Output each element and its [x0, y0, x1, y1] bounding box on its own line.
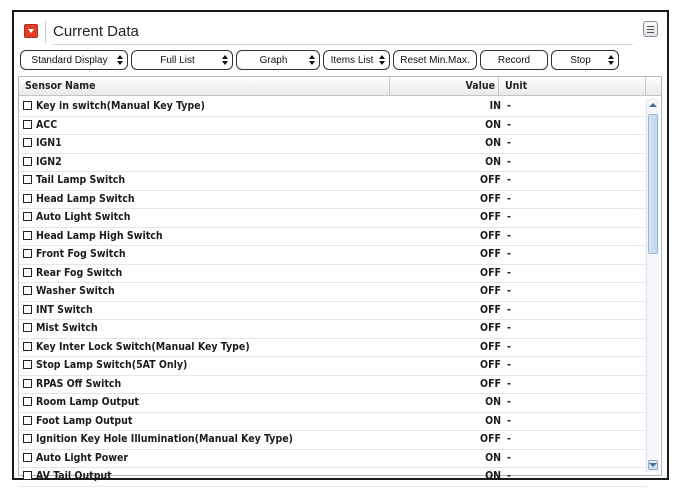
row-checkbox[interactable] [23, 249, 32, 258]
sensor-name: Front Fog Switch [36, 248, 126, 260]
sensor-value: OFF [480, 174, 501, 186]
sensor-unit: - [507, 340, 511, 353]
row-checkbox[interactable] [23, 268, 32, 277]
sensor-unit: - [507, 322, 511, 334]
items-list-select[interactable] [323, 50, 390, 70]
table-row[interactable] [19, 98, 647, 117]
sensor-unit: - [507, 359, 511, 371]
table-row[interactable] [19, 154, 647, 173]
table-row[interactable] [19, 320, 647, 339]
sensor-name: Washer Switch [36, 285, 115, 297]
sensor-value: OFF [480, 266, 501, 279]
table-row[interactable] [19, 172, 647, 191]
table-row[interactable] [19, 357, 647, 376]
table-row[interactable] [19, 209, 647, 228]
table-body [19, 98, 647, 482]
row-checkbox[interactable] [23, 120, 32, 129]
sensor-name: Auto Light Power [36, 451, 129, 464]
row-checkbox[interactable] [23, 157, 32, 166]
sensor-unit: - [507, 451, 511, 464]
current-data-panel [12, 10, 669, 480]
full-list-select[interactable] [131, 50, 233, 70]
toolbar [20, 50, 660, 70]
scroll-thumb[interactable] [648, 114, 658, 254]
row-checkbox[interactable] [23, 471, 32, 480]
list-menu-icon[interactable] [643, 21, 658, 37]
title-underline [53, 44, 633, 45]
table-row[interactable] [19, 135, 647, 154]
table-row[interactable] [19, 265, 647, 284]
sensor-value: OFF [480, 211, 501, 223]
table-row[interactable] [19, 468, 647, 487]
sensor-name: ACC [36, 118, 58, 131]
sensor-value: OFF [480, 303, 501, 316]
sensor-value: OFF [480, 248, 501, 260]
reset-minmax-button[interactable] [393, 50, 477, 70]
sensor-value: OFF [480, 229, 501, 242]
sensor-unit: - [507, 470, 511, 482]
row-checkbox[interactable] [23, 194, 32, 203]
sensor-unit: - [507, 118, 511, 131]
header-divider [45, 21, 46, 43]
sensor-unit: - [507, 211, 511, 223]
sensor-name: Key in switch(Manual Key Type) [36, 100, 205, 112]
updown-icon [379, 55, 385, 65]
sensor-value: ON [485, 396, 501, 408]
updown-icon [608, 55, 614, 65]
row-checkbox[interactable] [23, 286, 32, 295]
sensor-value: ON [485, 118, 501, 131]
sensor-value: OFF [480, 285, 501, 297]
row-checkbox[interactable] [23, 138, 32, 147]
sensor-unit: - [507, 433, 511, 445]
graph-label: Graph [259, 54, 288, 66]
sensor-unit: - [507, 396, 511, 408]
full-list-label: Full List [160, 54, 195, 66]
sensor-name: Rear Fog Switch [36, 266, 123, 279]
table-row[interactable] [19, 450, 647, 469]
sensor-unit: - [507, 266, 511, 279]
row-checkbox[interactable] [23, 379, 32, 388]
column-divider [498, 77, 499, 95]
row-checkbox[interactable] [23, 342, 32, 351]
sensor-value: ON [485, 470, 501, 482]
panel-title: Current Data [53, 23, 139, 40]
row-checkbox[interactable] [23, 360, 32, 369]
standard-display-label: Standard Display [31, 54, 108, 66]
sensor-unit: - [507, 285, 511, 297]
table-header [19, 77, 661, 96]
sensor-name: Stop Lamp Switch(5AT Only) [36, 359, 188, 371]
table-row[interactable] [19, 413, 647, 432]
reset-minmax-label: Reset Min.Max. [400, 54, 470, 66]
sensor-unit: - [507, 137, 511, 149]
sensor-value: OFF [480, 192, 501, 205]
table-row[interactable] [19, 117, 647, 136]
sensor-name: Ignition Key Hole Illumination(Manual Key Type) [36, 433, 293, 445]
table-row[interactable] [19, 302, 647, 321]
sensor-unit: - [507, 229, 511, 242]
sensor-unit: - [507, 377, 511, 390]
updown-icon [117, 55, 123, 65]
sensor-table [18, 76, 662, 482]
graph-select[interactable] [236, 50, 320, 70]
row-checkbox[interactable] [23, 434, 32, 443]
sensor-unit: - [507, 155, 511, 168]
sensor-value: ON [485, 451, 501, 464]
sensor-unit: - [507, 414, 511, 427]
sensor-value: IN [489, 100, 501, 112]
sensor-name: IGN2 [36, 155, 62, 168]
table-row[interactable] [19, 376, 647, 395]
updown-icon [309, 55, 315, 65]
sensor-value: ON [485, 155, 501, 168]
column-divider [645, 77, 646, 95]
sensor-name: RPAS Off Switch [36, 377, 122, 390]
sensor-name: Foot Lamp Output [36, 414, 133, 427]
sensor-unit: - [507, 192, 511, 205]
row-checkbox[interactable] [23, 231, 32, 240]
sensor-unit: - [507, 303, 511, 316]
row-checkbox[interactable] [23, 397, 32, 406]
record-label: Record [497, 54, 531, 66]
sensor-unit: - [507, 100, 511, 112]
collapse-icon[interactable] [24, 24, 38, 38]
sensor-unit: - [507, 174, 511, 186]
column-divider [389, 77, 390, 95]
row-checkbox[interactable] [23, 212, 32, 221]
sensor-name: Mist Switch [36, 322, 98, 334]
sensor-name: Room Lamp Output [36, 396, 139, 408]
row-checkbox[interactable] [23, 453, 32, 462]
row-checkbox[interactable] [23, 101, 32, 110]
table-row[interactable] [19, 228, 647, 247]
sensor-name: AV Tail Output [36, 470, 112, 482]
sensor-value: OFF [480, 359, 501, 371]
row-checkbox[interactable] [23, 305, 32, 314]
sensor-name: Tail Lamp Switch [36, 174, 126, 186]
table-row[interactable] [19, 339, 647, 358]
scroll-up-icon[interactable] [648, 100, 658, 110]
table-row[interactable] [19, 246, 647, 265]
standard-display-select[interactable] [20, 50, 128, 70]
sensor-name: Auto Light Switch [36, 211, 131, 223]
row-checkbox[interactable] [23, 416, 32, 425]
vertical-scrollbar[interactable] [646, 98, 659, 472]
sensor-unit: - [507, 248, 511, 260]
items-list-label: Items List [330, 54, 374, 66]
record-button[interactable] [480, 50, 548, 70]
table-row[interactable] [19, 283, 647, 302]
sensor-name: Head Lamp High Switch [36, 229, 163, 242]
sensor-value: ON [485, 137, 501, 149]
table-row[interactable] [19, 191, 647, 210]
sensor-name: Head Lamp Switch [36, 192, 135, 205]
sensor-value: OFF [480, 340, 501, 353]
row-checkbox[interactable] [23, 175, 32, 184]
sensor-value: OFF [480, 322, 501, 334]
table-row[interactable] [19, 431, 647, 450]
panel-header [20, 18, 660, 46]
sensor-name: INT Switch [36, 303, 93, 316]
sensor-name: IGN1 [36, 137, 62, 149]
scroll-down-icon[interactable] [648, 460, 658, 470]
updown-icon [222, 55, 228, 65]
table-row[interactable] [19, 394, 647, 413]
row-checkbox[interactable] [23, 323, 32, 332]
column-header-value[interactable]: Value [465, 80, 495, 92]
column-header-unit[interactable]: Unit [505, 80, 528, 92]
stop-label: Stop [570, 54, 591, 66]
sensor-value: ON [485, 414, 501, 427]
sensor-value: OFF [480, 433, 501, 445]
stop-select[interactable] [551, 50, 619, 70]
sensor-name: Key Inter Lock Switch(Manual Key Type) [36, 340, 250, 353]
column-header-sensor[interactable]: Sensor Name [25, 80, 96, 92]
sensor-value: OFF [480, 377, 501, 390]
